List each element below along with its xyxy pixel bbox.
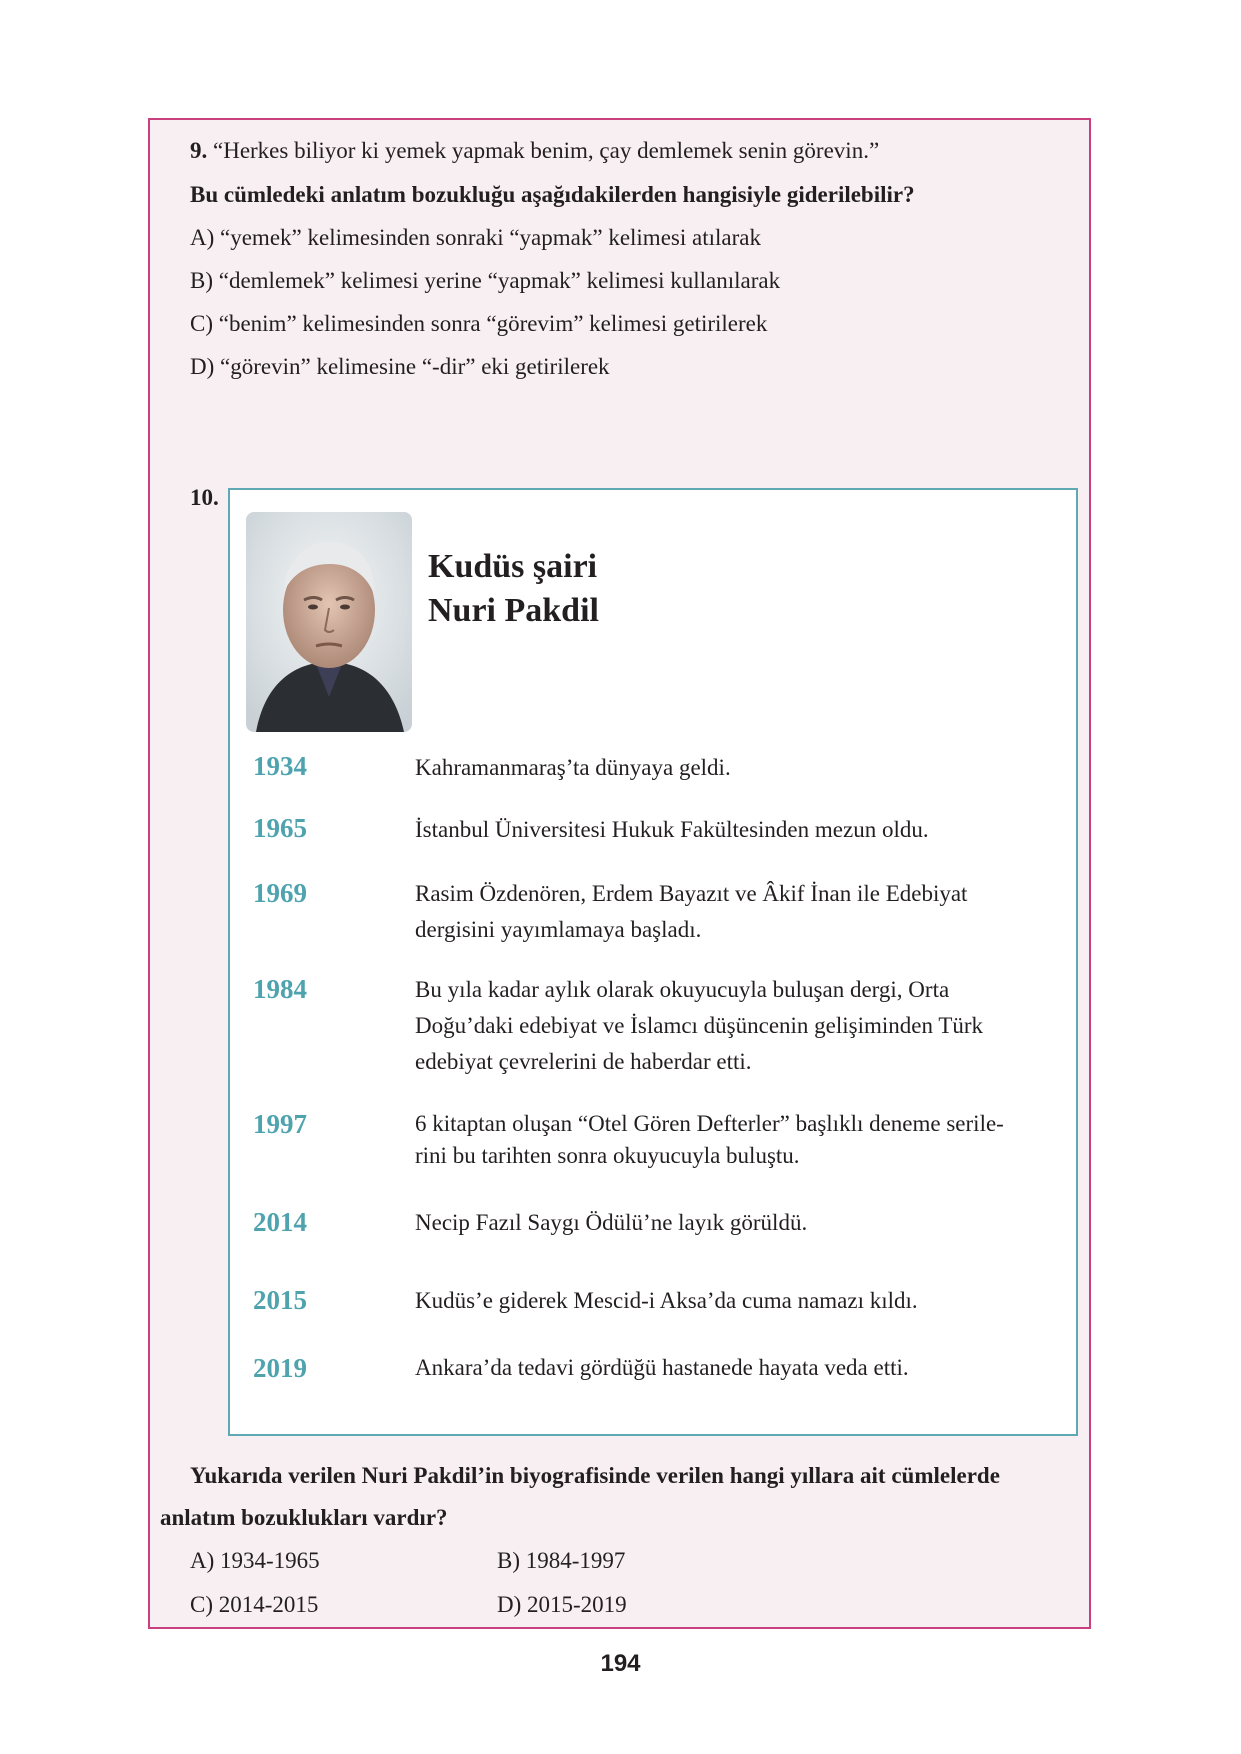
timeline-text-line: Bu yıla kadar aylık olarak okuyucuyla buluşan dergi, Orta (415, 977, 950, 1002)
timeline-year: 2019 (253, 1353, 307, 1383)
timeline-text (415, 1205, 807, 1241)
timeline-text (415, 972, 983, 1080)
timeline-text (415, 1108, 1004, 1172)
q9-number: 9. (190, 138, 208, 163)
timeline-text-line: Doğu’daki edebiyat ve İslamcı düşüncenin gelişiminden Türk (415, 1013, 984, 1038)
bio-title-line1: Kudüs şairi (428, 548, 598, 585)
q10-question-line2: anlatım bozuklukları vardır? (160, 1505, 448, 1530)
timeline-text (415, 812, 929, 848)
timeline-year: 1965 (253, 813, 307, 843)
q10-option-b[interactable]: B) 1984-1997 (497, 1548, 626, 1573)
timeline-text-line: Kudüs’e giderek Mescid-i Aksa’da cuma namazı kıldı. (415, 1288, 918, 1313)
timeline-text (415, 876, 967, 948)
timeline-year: 2015 (253, 1285, 307, 1315)
q10-option-a[interactable]: A) 1934-1965 (190, 1548, 320, 1573)
q10-option-d[interactable]: D) 2015-2019 (497, 1592, 627, 1617)
timeline-text (415, 1350, 909, 1386)
timeline-year: 1984 (253, 974, 307, 1004)
page-number: 194 (600, 1650, 641, 1677)
q9-stem: “Herkes biliyor ki yemek yapmak benim, çay demlemek senin görevin.” (213, 138, 880, 163)
timeline-year: 2014 (253, 1207, 307, 1237)
timeline-text-line: rini bu tarihten sonra okuyucuyla buluştu. (415, 1143, 800, 1168)
portrait-image (246, 512, 412, 732)
q9-option-c[interactable]: C) “benim” kelimesinden sonra “görevim” kelimesi getirilerek (190, 311, 768, 336)
timeline-text-line: edebiyat çevrelerini de haberdar etti. (415, 1049, 752, 1074)
q10-question-line1: Yukarıda verilen Nuri Pakdil’in biyografisinde verilen hangi yıllara ait cümlelerde (190, 1463, 1000, 1488)
timeline-text-line: dergisini yayımlamaya başladı. (415, 917, 702, 942)
timeline-year: 1969 (253, 878, 307, 908)
q9-option-a[interactable]: A) “yemek” kelimesinden sonraki “yapmak” kelimesi atılarak (190, 225, 761, 250)
q9-question: Bu cümledeki anlatım bozukluğu aşağıdakilerden hangisiyle giderilebilir? (190, 182, 915, 207)
timeline-year: 1934 (253, 751, 307, 781)
timeline-text (415, 1283, 918, 1319)
q9-stem-line (190, 138, 879, 164)
bio-title-line2: Nuri Pakdil (428, 592, 599, 629)
q9-option-b[interactable]: B) “demlemek” kelimesi yerine “yapmak” kelimesi kullanılarak (190, 268, 781, 293)
timeline-text-line: 6 kitaptan oluşan “Otel Gören Defterler” başlıklı deneme serile- (415, 1111, 1004, 1136)
timeline-text-line: İstanbul Üniversitesi Hukuk Fakültesinden mezun oldu. (415, 817, 929, 842)
timeline-text (415, 750, 731, 786)
timeline-text-line: Kahramanmaraş’ta dünyaya geldi. (415, 755, 731, 780)
q9-option-d[interactable]: D) “görevin” kelimesine “-dir” eki getirilerek (190, 354, 610, 379)
q10-option-c[interactable]: C) 2014-2015 (190, 1592, 319, 1617)
timeline-text-line: Ankara’da tedavi gördüğü hastanede hayata veda etti. (415, 1355, 909, 1380)
portrait-photo (246, 512, 412, 732)
timeline-text-line: Necip Fazıl Saygı Ödülü’ne layık görüldü. (415, 1210, 808, 1235)
q10-number: 10. (190, 485, 219, 510)
timeline-text-line: Rasim Özdenören, Erdem Bayazıt ve Âkif İnan ile Edebiyat (415, 881, 968, 906)
timeline-year: 1997 (253, 1109, 307, 1139)
